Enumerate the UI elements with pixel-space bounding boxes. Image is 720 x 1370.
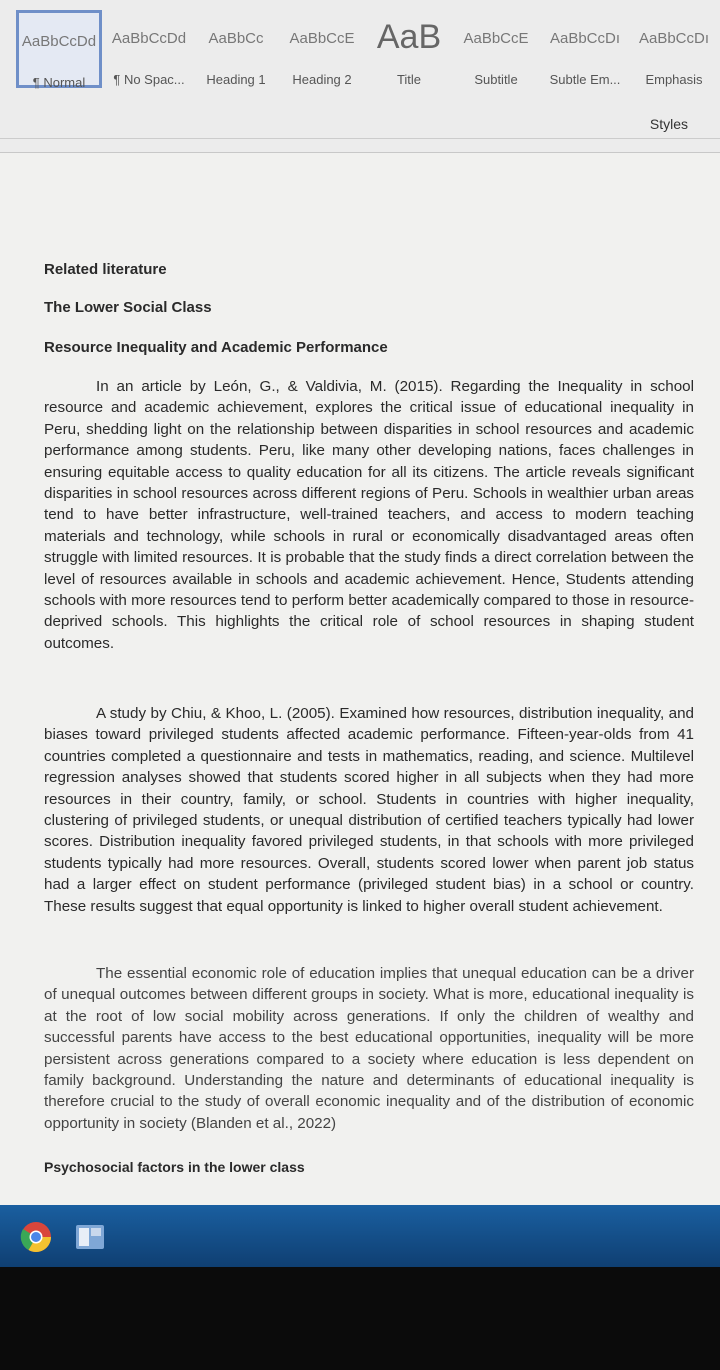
document-page[interactable] <box>0 153 720 1205</box>
style-subtle-emphasis-tile[interactable] <box>542 10 628 88</box>
style-name: Title <box>396 72 422 87</box>
style-name: ¶ No Spac... <box>113 72 185 87</box>
style-title-tile[interactable] <box>368 10 450 88</box>
style-sample: AaBbCcDı <box>638 30 710 47</box>
style-sample: AaBbCcE <box>463 30 529 47</box>
app-window-icon <box>72 1219 108 1255</box>
style-sample: AaBbCcDd <box>21 33 97 50</box>
taskbar-chrome-button[interactable] <box>18 1219 54 1255</box>
style-subtitle-tile[interactable] <box>454 10 538 88</box>
style-sample: AaBbCcE <box>289 30 355 47</box>
style-name: Emphasis <box>645 72 703 87</box>
heading-lower-social-class: The Lower Social Class <box>44 299 212 316</box>
paragraph-economic-role: The essential economic role of education implies that unequal education can be a driver of unequal outcomes between different groups in society. What is more, educational inequality is at the root of low social mobility across generations. If only the children of wealthy and successful parents have access to the best educational opportunities, inequality will be more persistent across generations compared to a society where education is less dependent on family background. Understanding the nature and determinants of educational inequality is therefore crucial to the study of overall economic inequality and of the distribution of economic opportunity in society (Blanden et al., 2022) <box>44 965 694 1132</box>
monitor-bezel <box>0 1267 720 1370</box>
style-heading1-tile[interactable] <box>196 10 276 88</box>
styles-ribbon <box>0 0 720 153</box>
paragraph-leon-valdivia: In an article by León, G., & Valdivia, M. (2015). Regarding the Inequality in school resource and academic achievement, explores the critical issue of educational inequality in Peru, shedding light on the relationship between disparities in school resources and academic performance among students. Peru, like many other developing nations, faces challenges in ensuring equitable access to quality education for all its citizens. The article reveals significant disparities in school resources across different regions of Peru. Schools in wealthier urban areas tend to have better infrastructure, well-trained teachers, and access to modern teaching materials and technology, while schools in rural or economically disadvantaged areas often struggle with limited resources. It is probable that the study finds a direct correlation between the level of resources available in schools and academic achievement. Hence, Students attending schools with more resources tend to perform better academically compared to those in resource-deprived schools. This highlights the critical role of school resources in shaping student outcomes. <box>44 378 694 652</box>
paragraph-chiu-khoo: A study by Chiu, & Khoo, L. (2005). Examined how resources, distribution inequality, and biases toward privileged students affected academic performance. Fifteen-year-olds from 41 countries completed a questionnaire and tests in mathematics, reading, and science. Multilevel regression analyses showed that students scored higher in all subjects when they had more resources in their country, family, or school. Students in countries with higher inequality, clustering of privileged students, or unequal distribution of certified teachers typically had lower scores. Distribution inequality favored privileged students, in that schools with more privileged students typically had more resources. Overall, students scored lower when parent job status had a larger effect on student performance (privileged student bias) in a school or country. These results suggest that equal opportunity is linked to higher overall student achievement. <box>44 705 694 915</box>
style-no-spacing-tile[interactable] <box>106 10 192 88</box>
taskbar <box>0 1205 720 1267</box>
style-name: ¶ Normal <box>32 75 86 90</box>
taskbar-app-button[interactable] <box>72 1219 108 1255</box>
styles-group-label: Styles <box>649 116 688 132</box>
style-name: Heading 1 <box>206 72 266 87</box>
heading-related-literature: Related literature <box>44 261 167 278</box>
heading-psychosocial-factors: Psychosocial factors in the lower class <box>44 1159 305 1175</box>
style-name: Heading 2 <box>292 72 352 87</box>
chrome-icon <box>18 1219 54 1255</box>
style-name: Subtle Em... <box>549 72 621 87</box>
style-sample: AaBbCc <box>208 30 264 47</box>
style-sample: AaB <box>376 18 442 56</box>
style-normal-tile[interactable] <box>16 10 102 88</box>
style-name: Subtitle <box>474 72 518 87</box>
style-heading2-tile[interactable] <box>280 10 364 88</box>
style-sample: AaBbCcDı <box>549 30 621 47</box>
heading-resource-inequality: Resource Inequality and Academic Performance <box>44 339 388 356</box>
ruler <box>0 138 720 149</box>
style-emphasis-tile[interactable] <box>632 10 716 88</box>
style-sample: AaBbCcDd <box>111 30 187 47</box>
